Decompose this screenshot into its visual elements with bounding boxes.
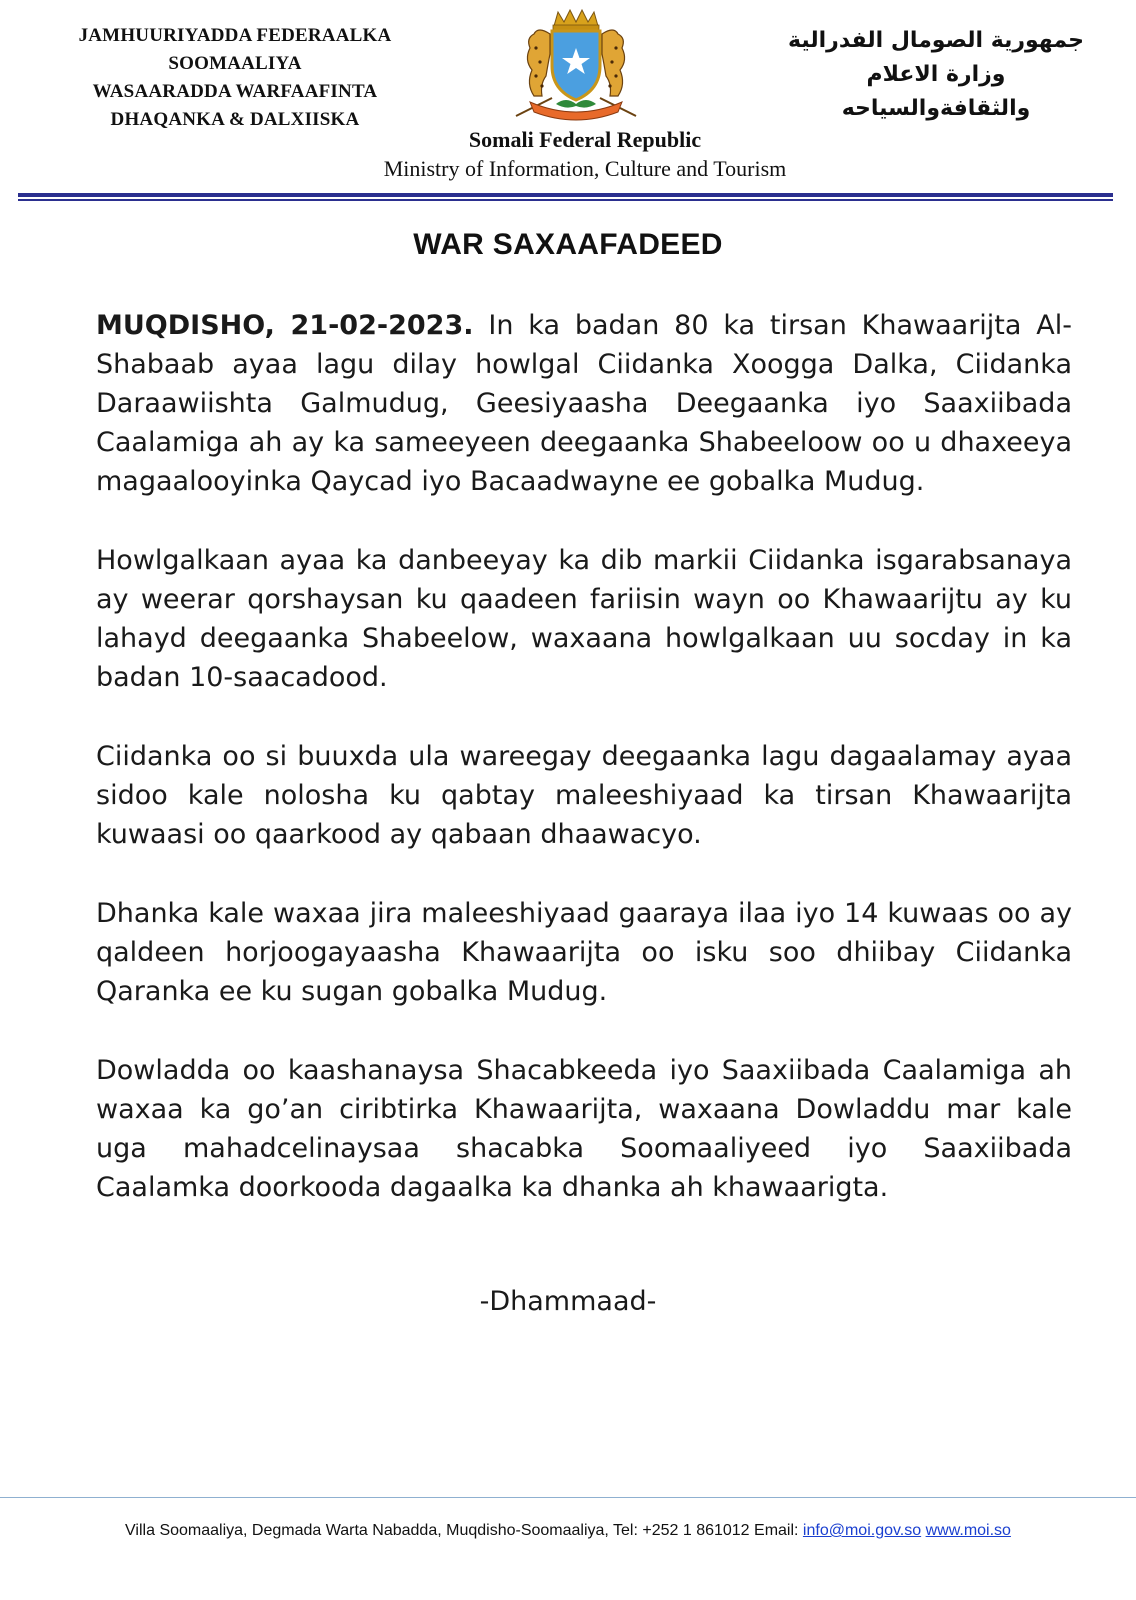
paragraph-text: In ka badan 80 ka tirsan Khawaarijta Al-Shabaab ayaa lagu dilay howlgal Ciidanka Xoogga Dalka, Ciidanka Daraawiishta Galmudug, Geesiyaasha Deegaanka iyo Saaxiibada Caalamiga ah ay ka sameeyeen deegaanka Shabeeloow oo u dhaxeeya magaalooyinka Qaycad iyo Bacaadwayne ee gobalka Mudug. [96, 310, 1072, 497]
header-arabic-line: والثقافةوالسياحه [841, 96, 1031, 121]
footer-divider [0, 1497, 1136, 1498]
body-paragraph: Dhanka kale waxaa jira maleeshiyaad gaaraya ilaa iyo 14 kuwaas oo ay qaldeen horjoogayaasha Khawaarijta oo isku soo dhiibay Ciidanka Qaranka ee ku sugan gobalka Mudug. [96, 898, 1072, 1007]
dateline: MUQDISHO, 21-02-2023. [96, 310, 474, 341]
body-paragraph: Dowladda oo kaashanaysa Shacabkeeda iyo Saaxiibada Caalamiga ah waxaa ka go’an ciribtirka Khawaarijta, waxaana Dowladdu mar kale uga mahadcelinaysaa shacabka Soomaaliyeed iyo Saaxiibada Caalamka doorkooda dagaalka ka dhanka ah khawaarigta. [96, 1055, 1072, 1203]
header-divider-thin [18, 199, 1113, 201]
document-title: WAR SAXAAFADEED [413, 228, 723, 261]
header-arabic-line: وزارة الاعلام [866, 62, 1006, 87]
footer-address: Villa Soomaaliya, Degmada Warta Nabadda, Muqdisho-Soomaaliya, Tel: +252 1 861012 Email: [125, 1522, 803, 1539]
website-link[interactable]: www.moi.so [925, 1522, 1011, 1539]
header-somali-line: SOOMAALIYA [168, 53, 302, 74]
footer [0, 1522, 1136, 1540]
header-divider [18, 193, 1113, 197]
somalia-coat-of-arms-icon [496, 4, 656, 124]
header-arabic-line: جمهورية الصومال الفدرالية [788, 28, 1084, 53]
email-link[interactable]: info@moi.gov.so [802, 1522, 922, 1539]
header-english-subtitle: Ministry of Information, Culture and Tourism [383, 156, 787, 181]
body-paragraph [96, 306, 1072, 501]
body-paragraph: Howlgalkaan ayaa ka danbeeyay ka dib markii Ciidanka isgarabsanaya ay weerar qorshaysan ku qaadeen fariisin wayn oo Khawaarijtu ay ku lahayd deegaanka Shabeelow, waxaana howlgalkaan uu socday in ka badan 10-saacadood. [96, 545, 1072, 693]
signoff: -Dhammaad- [479, 1286, 657, 1317]
body-paragraph: Ciidanka oo si buuxda ula wareegay deegaanka lagu dagaalamay ayaa sidoo kale nolosha ku qabtay maleeshiyaad ka tirsan Khawaarijta kuwaasi oo qaarkood ay qabaan dhaawacyo. [96, 741, 1072, 850]
header-english-block [300, 126, 870, 184]
header-somali-line: DHAQANKA & DALXIISKA [110, 109, 360, 130]
document-body [96, 306, 1072, 1247]
header-somali-block [40, 22, 430, 134]
header-somali-line: WASAARADDA WARFAAFINTA [92, 81, 378, 102]
header-somali-line: JAMHUURIYADDA FEDERAALKA [78, 25, 392, 46]
header-arabic-block [766, 24, 1106, 126]
header-english-title: Somali Federal Republic [468, 127, 702, 152]
